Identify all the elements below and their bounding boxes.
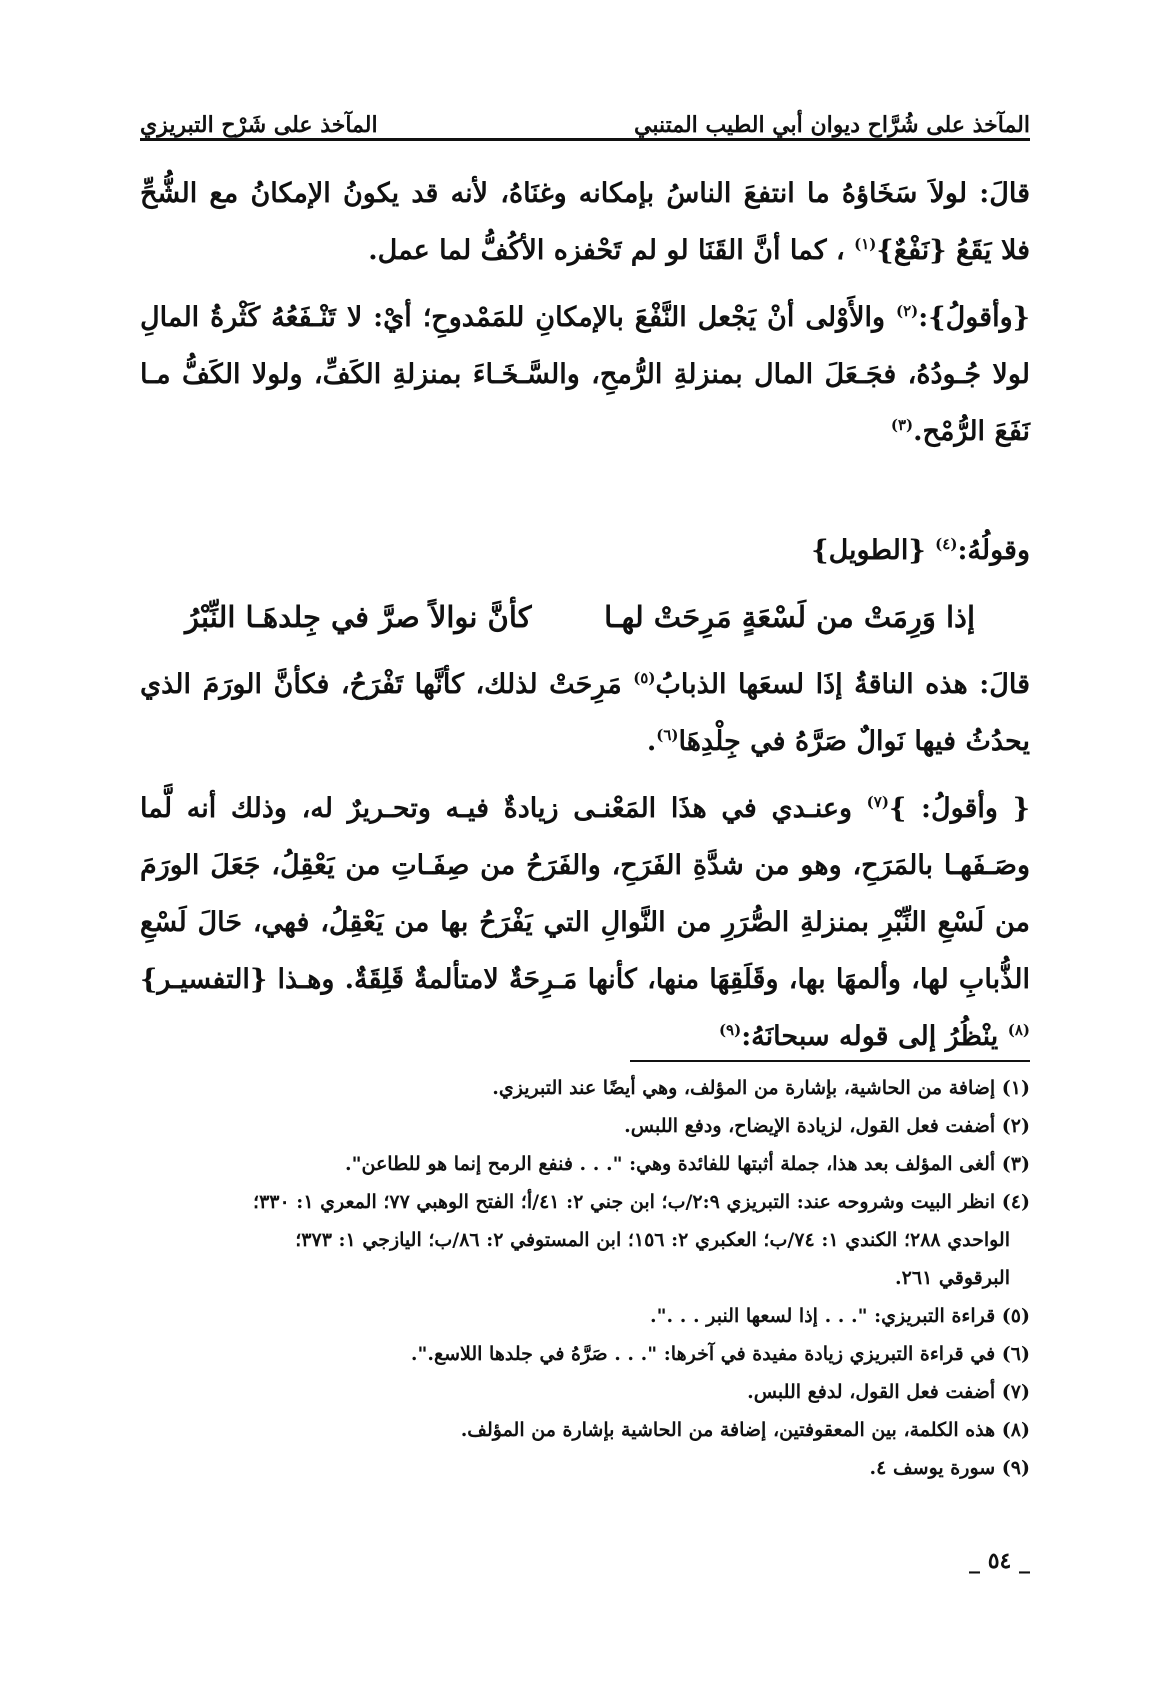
footnote-item: (٩) سورة يوسف ٤. (869, 1457, 1030, 1479)
text-segment: لولاَ سَخَاؤهُ ما انتفعَ الناسُ بإمكانه وغنَاهُ، لأنه قد يكونُ الإمكانُ مع الشُّحِّ فلا يَقَعُ {نَفْعٌ} (140, 178, 1030, 266)
lead-aqulu: {وأقولُ}: (918, 302, 1030, 333)
running-header (140, 88, 1030, 138)
lead-qawluhu: وقولُهُ: (957, 535, 1030, 566)
footnote-ref: (٦) (656, 726, 679, 744)
text-segment: مَرِحَتْ لذلك، كأنَّها تَفْرَحُ، فكأنَّ الورَمَ الذي يحدُثُ فيها نَوالٌ صَرَّهُ في جِلْدِهَا (140, 669, 1030, 757)
main-text (140, 165, 1030, 1075)
header-divider (140, 138, 1030, 141)
lead-aqulu: { وأقولُ: } (888, 793, 1030, 824)
section-gap (140, 470, 1030, 522)
text-segment: . (646, 726, 657, 757)
footnote-item: (١) إضافة من الحاشية، بإشارة من المؤلف، وهي أيضًا عند التبريزي. (492, 1077, 1030, 1099)
paragraph-aqulu-2 (140, 780, 1030, 1065)
verse-hemistich-second: كأنَّ نوالاً صرَّ في جِلدهَـا النِّبْرُ (185, 600, 532, 634)
text-segment: وعنـدي في هذَا المَعْنـى زيادةٌ فيـه وتحـريرٌ له، وذلك أنه لَّما وصَـفَهـا بالمَرَحِ، وهو من شدَّةِ الفَرَحِ، والفَرَحُ من صِفَـاتِ من يَعْقِلُ، جَعَلَ الورَمَ من لَسْعِ النِّبْرِ بمنزلةِ الصُّرَرِ من النَّوالِ التي يَفْرَحُ بها من يَعْقِلُ، فهي، حَالَ لَسْعِ الذُّبابِ لها، وألمهَا بها، وقَلَقِهَا منها، كأنها مَـرِحَةٌ لامتألمةٌ قَلِقَةٌ. وهـذا {التفسيـر} (140, 793, 1030, 995)
footnote-divider (630, 1060, 1030, 1062)
header-book-title: المآخذ على شُرَّاح ديوان أبي الطيب المتنبي (634, 112, 1030, 138)
text-segment: هذه الناقةُ إذَا لسعَها الذبابُ (655, 669, 968, 700)
footnote-ref: (١) (854, 235, 877, 253)
lead-qala: قالَ: (979, 178, 1030, 209)
footnote-ref: (٤) (935, 535, 958, 553)
meter-label: {الطويل} (811, 535, 926, 566)
footnote-item: (٧) أضفت فعل القول، لدفع اللبس. (747, 1381, 1030, 1403)
poem-verse (140, 589, 1030, 646)
footnote-ref: (٥) (633, 669, 656, 687)
footnote-ref: (٧) (866, 793, 889, 811)
text-segment: ينْظُرُ إلى قوله سبحانَهُ: (741, 1021, 999, 1052)
paragraph-aqulu-1 (140, 289, 1030, 460)
header-chapter-title: المآخذ على شَرْح التبريزي (140, 112, 378, 138)
footnote-continuation: البرقوقي ٢٦١. (895, 1267, 1010, 1289)
paragraph-qala-2 (140, 656, 1030, 770)
footnote-ref: (٩) (718, 1021, 742, 1039)
footnote-item: (٤) انظر البيت وشروحه عند: التبريزي ٢:٩/ب؛ ابن جني ٢: ٤١/أ؛ الفتح الوهبي ٧٧؛ المعري ١: ٣٣٠؛ (253, 1191, 1030, 1213)
footnote-item: (٢) أضفت فعل القول، لزيادة الإيضاح، ودفع اللبس. (624, 1115, 1030, 1137)
lead-qala: قالَ: (979, 669, 1030, 700)
paragraph-qala-1 (140, 165, 1030, 279)
footnotes (140, 1070, 1030, 1488)
footnote-item: (٦) في قراءة التبريزي زيادة مفيدة في آخرها: ". . . صَرَّهُ في جلدها اللاسع.". (410, 1343, 1030, 1365)
footnote-continuation: الواحدي ٢٨٨؛ الكندي ١: ٧٤/ب؛ العكبري ٢: ١٥٦؛ ابن المستوفي ٢: ٨٦/ب؛ اليازجي ١: ٣٧٣؛ (295, 1229, 1010, 1251)
page-number: _ ٥٤ _ (969, 1548, 1030, 1574)
footnote-ref: (٨) (1007, 1021, 1030, 1039)
verse-intro (140, 522, 1030, 579)
footnote-ref: (٢) (896, 302, 919, 320)
footnote-item: (٣) ألغى المؤلف بعد هذا، جملة أثبتها للفائدة وهي: ". . . فنفع الرمح إنما هو للطاعن". (344, 1153, 1030, 1175)
text-segment: ، كما أنَّ القَنَا لو لم تَحْفزه الأكُفُّ لما عمل. (368, 235, 845, 266)
footnote-ref: (٣) (890, 416, 914, 434)
footnote-item: (٨) هذه الكلمة، بين المعقوفتين، إضافة من الحاشية بإشارة من المؤلف. (460, 1419, 1030, 1441)
footnote-item: (٥) قراءة التبريزي: ". . . إذا لسعها النبر . . .". (650, 1305, 1030, 1327)
text-segment: والأَوْلى أنْ يَجْعل النَّفْعَ بالإمكانِ للمَمْدوحِ؛ أيْ: لا تَنْـفَعُهُ كَثْرةُ المالِ لولا جُـودُهُ، فجَـعَلَ المال بمنزلةِ الرُّمحِ، والسَّـخَـاءَ بمنزلةِ الكَفِّ، ولولا الكَفُّ مـا نَفَعَ الرُّمْح. (140, 302, 1030, 447)
verse-hemistich-first: إذا وَرِمَتْ من لَسْعَةٍ مَرِحَتْ لهـا (604, 600, 975, 634)
